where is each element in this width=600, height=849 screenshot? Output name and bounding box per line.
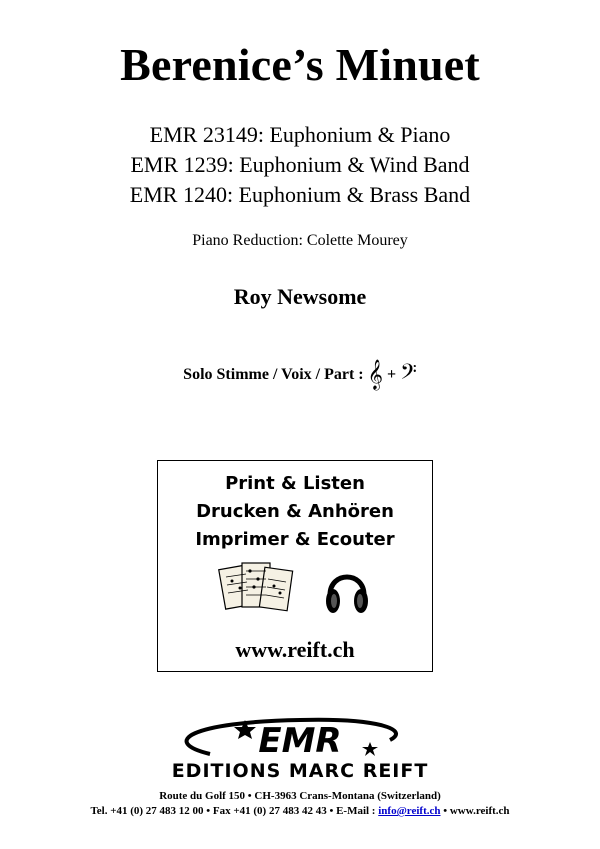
publisher-address: Route du Golf 150 • CH-3963 Crans-Montana (Switzerland) — [159, 790, 441, 802]
plus-sign: + — [386, 366, 397, 383]
logo-text: EMR — [258, 721, 342, 761]
box-line-german: Drucken & Anhören — [196, 501, 394, 522]
sheet-music-icon — [218, 557, 296, 619]
box-website[interactable]: www.reift.ch — [235, 637, 355, 662]
box-line-english: Print & Listen — [225, 473, 365, 494]
contact-phone-fax: Tel. +41 (0) 27 483 12 00 • Fax +41 (0) 27 483 42 43 • E-Mail : — [90, 805, 379, 817]
email-link[interactable]: info@reift.ch — [378, 805, 441, 817]
composer-name: Roy Newsome — [233, 284, 367, 309]
part-line — [0, 360, 600, 390]
contact-website[interactable]: • www.reift.ch — [440, 805, 510, 817]
emr-logo — [150, 712, 450, 762]
publisher-name: EDITIONS MARC REIFT — [171, 760, 429, 782]
piano-reduction-credit: Piano Reduction: Colette Mourey — [192, 232, 408, 249]
edition-line: EMR 23149: Euphonium & Piano — [149, 122, 451, 147]
treble-clef-icon: 𝄞 — [367, 360, 383, 390]
print-listen-box — [157, 460, 433, 672]
edition-line: EMR 1240: Euphonium & Brass Band — [129, 182, 471, 207]
box-line-french: Imprimer & Ecouter — [195, 529, 395, 550]
edition-line: EMR 1239: Euphonium & Wind Band — [130, 152, 470, 177]
bass-clef-icon: 𝄢 — [400, 360, 417, 390]
part-label: Solo Stimme / Voix / Part : — [183, 366, 364, 383]
edition-list — [0, 120, 600, 210]
publisher-contact — [0, 805, 600, 817]
page-title: Berenice’s Minuet — [120, 39, 480, 90]
headphones-icon — [324, 561, 370, 617]
